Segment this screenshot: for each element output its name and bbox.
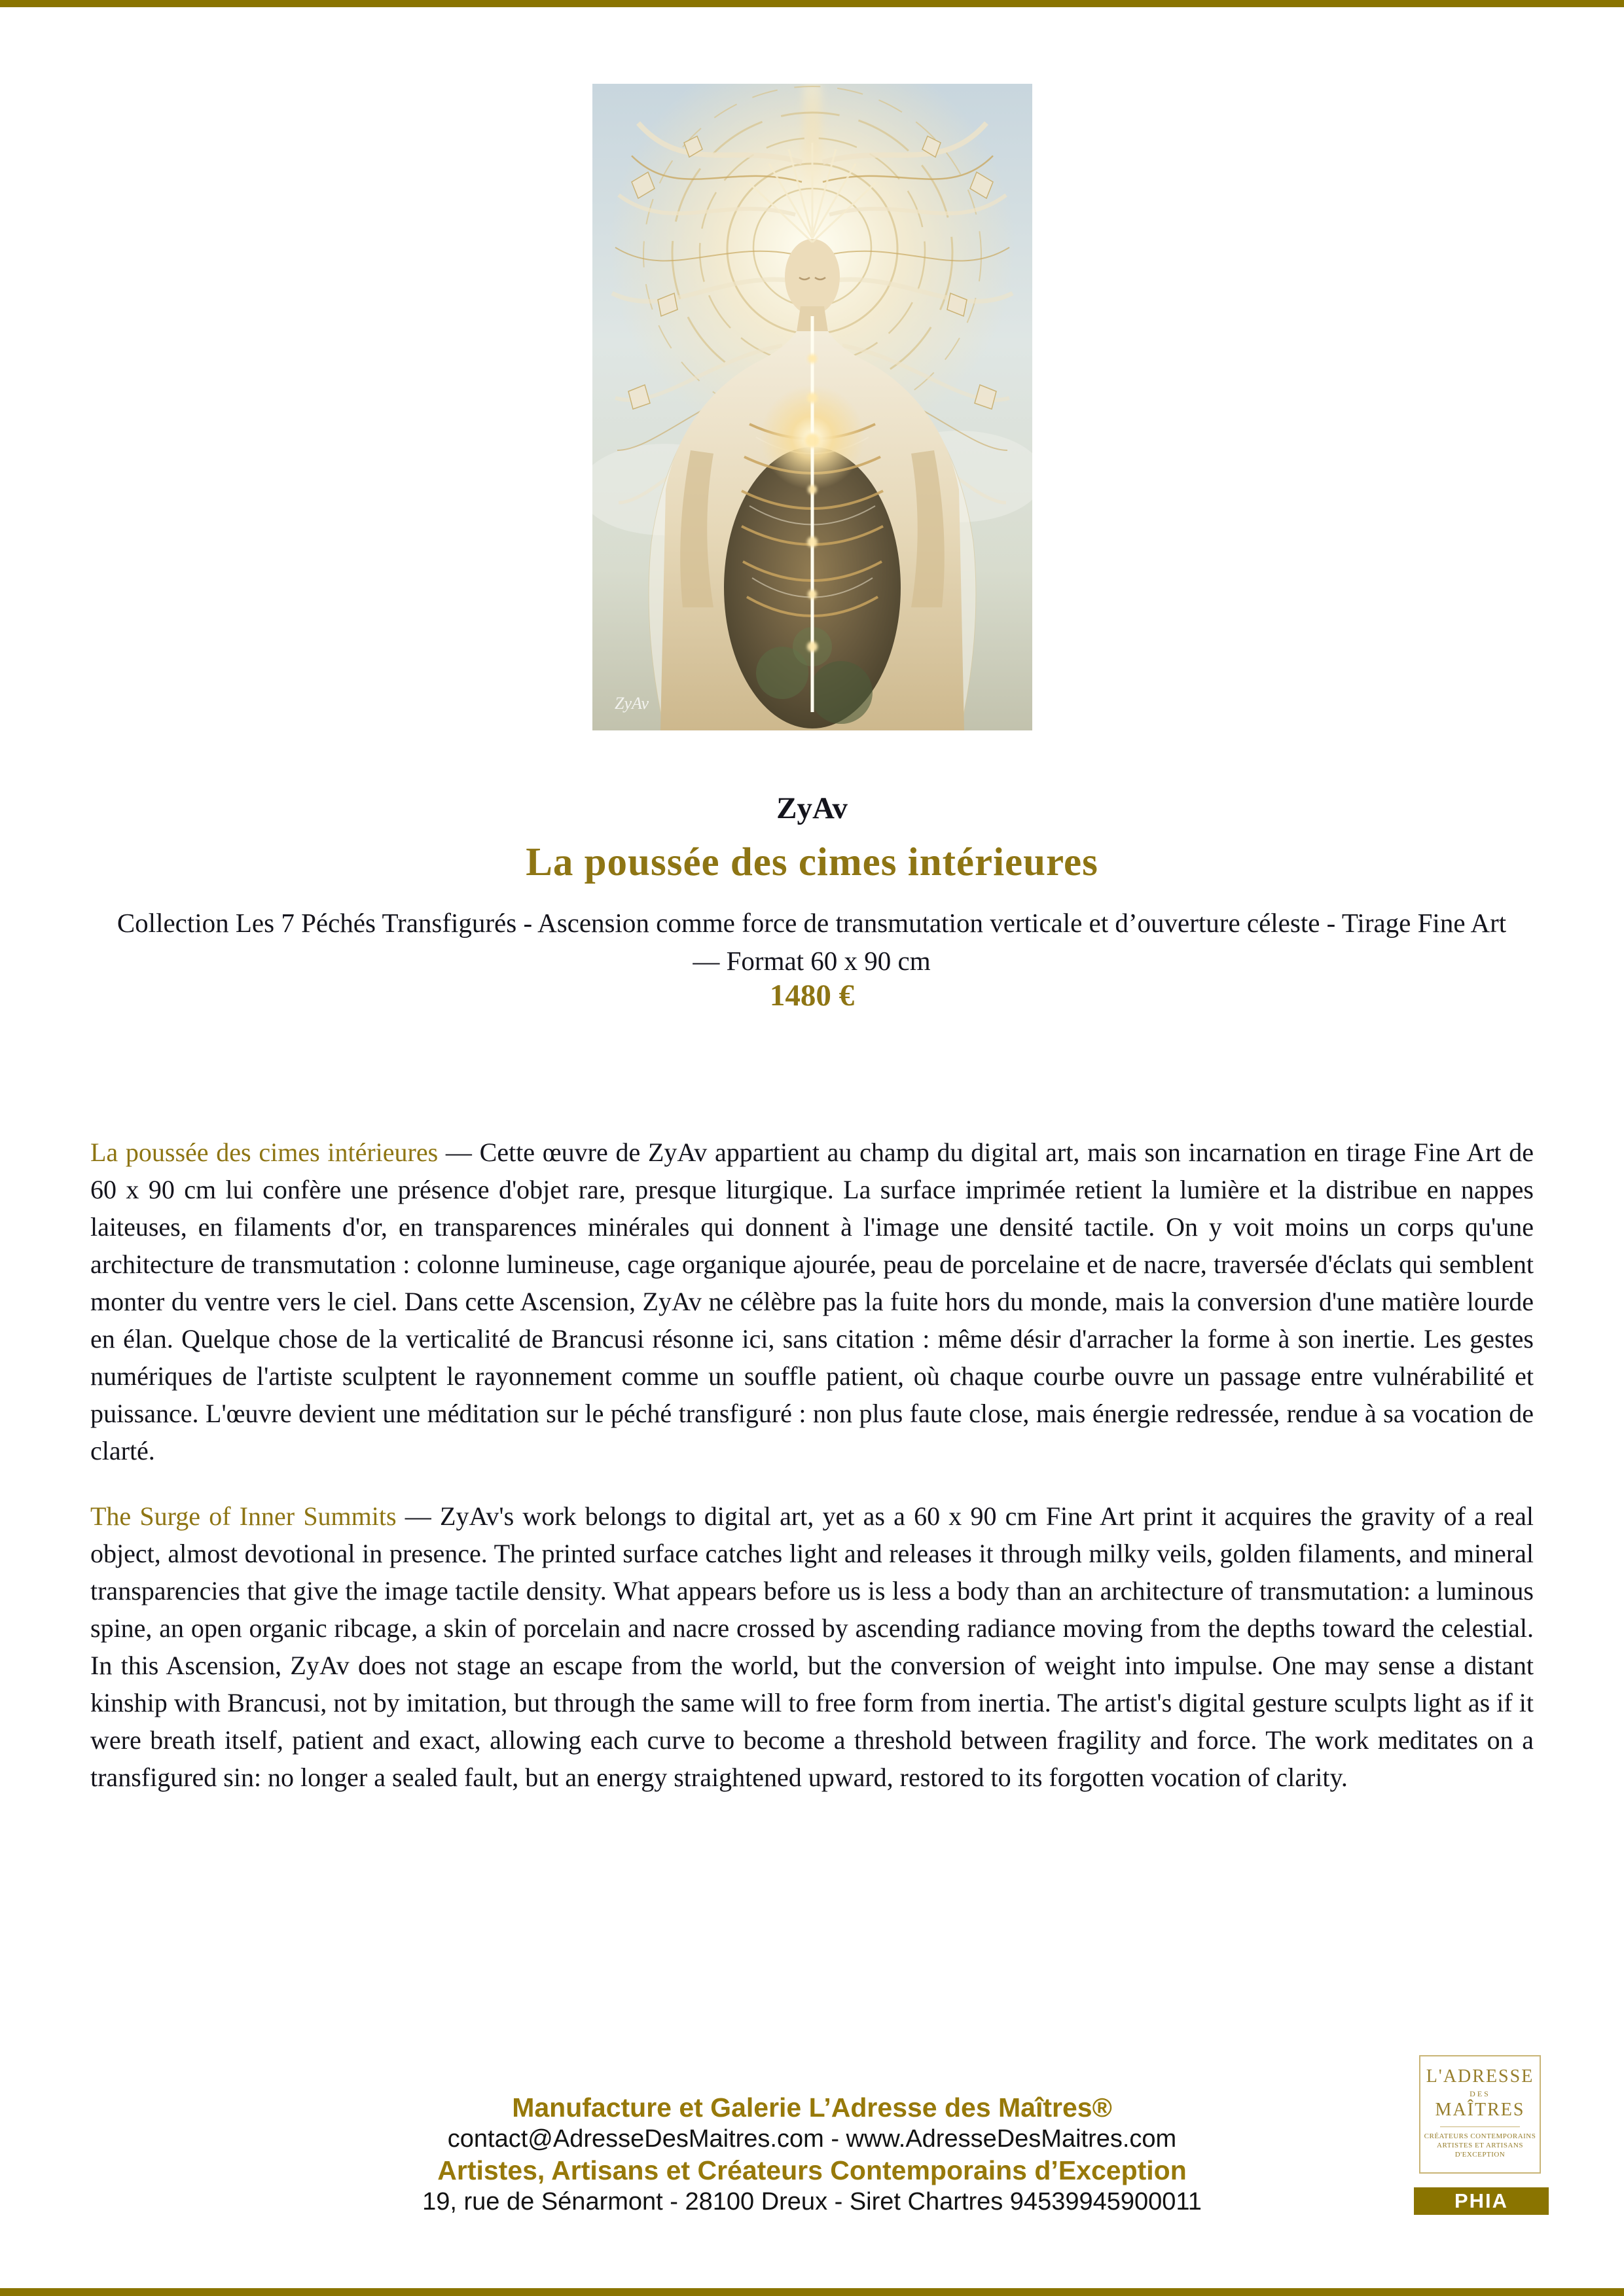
artwork-image xyxy=(592,84,1032,730)
description-english-body: ZyAv's work belongs to digital art, yet as a 60 x 90 cm Fine Art print it acquires the gravity of a real object, almost devotional in presence. The printed surface catches light and releases it through milky veils, golden filaments, and mineral transparencies that give the image tactile density. What appears before us is less a body than an architecture of transmutation: a luminous spine, an open organic ribcage, a skin of porcelain and nacre crossed by ascending radiance moving from the depths toward the celestial. In this Ascension, ZyAv does not stage an escape from the world, but the conversion of weight into impulse. One may sense a distant kinship with Brancusi, not by imitation, but through the same will to free form from inertia. The artist's digital gesture sculpts light as if it were breath itself, patient and exact, allowing each curve to become a threshold between fragility and force. The work meditates on a transfigured sin: no longer a sealed fault, but an energy straightened upward, restored to its forgotten vocation of clarity. xyxy=(90,1501,1534,1792)
top-border-bar xyxy=(0,0,1624,7)
description-english-dash: — xyxy=(396,1501,441,1531)
logo-tagline-1: CRÉATEURS CONTEMPORAINS xyxy=(1424,2132,1536,2140)
footer-tagline: Artistes, Artisans et Créateurs Contemporains d’Exception xyxy=(437,2155,1187,2185)
bottom-border-bar xyxy=(0,2288,1624,2296)
logo-tagline-3: D'EXCEPTION xyxy=(1454,2151,1506,2159)
footer-address: 19, rue de Sénarmont - 28100 Dreux - Siret Chartres 94539945900011 xyxy=(422,2188,1202,2215)
artist-name: ZyAv xyxy=(776,791,848,825)
description-english-lead: The Surge of Inner Summits xyxy=(90,1501,397,1531)
artwork-signature: ZyAv xyxy=(615,694,649,713)
logo-divider xyxy=(1440,2126,1520,2127)
description-french-body: Cette œuvre de ZyAv appartient au champ du digital art, mais son incarnation en tirage Fine Art de 60 x 90 cm lui confère une présence d'objet rare, presque liturgique. La surface imprimée retient la lumière et la distribue en nappes laiteuses, en filaments d'or, en transparences minérales qui donnent à l'image une densité tactile. On y voit moins un corps qu'une architecture de transmutation : colonne lumineuse, cage organique ajourée, peau de porcelaine et de nacre, traversée d'éclats qui semblent monter du ventre vers le ciel. Dans cette Ascension, ZyAv ne célèbre pas la fuite hors du monde, mais la conversion d'une matière lourde en élan. Quelque chose de la verticalité de Brancusi résonne ici, sans citation : même désir d'arracher la forme à son inertie. Les gestes numériques de l'artiste sculptent le rayonnement comme un souffle patient, où chaque courbe ouvre un passage entre vulnérabilité et puissance. L'œuvre devient une méditation sur le péché transfiguré : non plus faute close, mais énergie redressée, rendue à sa vocation de clarté. xyxy=(90,1138,1534,1465)
artwork-price: 1480 € xyxy=(769,978,855,1013)
artwork-subtitle: Collection Les 7 Péchés Transfigurés - Ascension comme force de transmutation verticale et d’ouverture céleste - Tirage Fine Art — Format 60 x 90 cm xyxy=(117,908,1507,976)
logo-name-mid: DES xyxy=(1470,2089,1490,2098)
logo-name-bottom: MAÎTRES xyxy=(1435,2100,1525,2120)
phia-badge: PHIA xyxy=(1414,2187,1549,2215)
artwork-title: La poussée des cimes intérieures xyxy=(526,840,1098,884)
description-english xyxy=(90,1498,1534,1796)
description-french xyxy=(90,1134,1534,1469)
footer-contact-line: contact@AdresseDesMaitres.com - www.AdresseDesMaitres.com xyxy=(447,2125,1177,2153)
footer xyxy=(0,2092,1624,2217)
logo-tagline-2: ARTISTES ET ARTISANS xyxy=(1437,2142,1523,2149)
logo-name-top: L'ADRESSE xyxy=(1426,2066,1534,2087)
artwork-canvas xyxy=(592,84,1032,730)
footer-gallery-name: Manufacture et Galerie L’Adresse des Maîtres® xyxy=(512,2092,1112,2123)
description-french-dash: — xyxy=(438,1138,480,1167)
gallery-logo xyxy=(1419,2055,1541,2174)
description-french-lead: La poussée des cimes intérieures xyxy=(90,1138,439,1167)
